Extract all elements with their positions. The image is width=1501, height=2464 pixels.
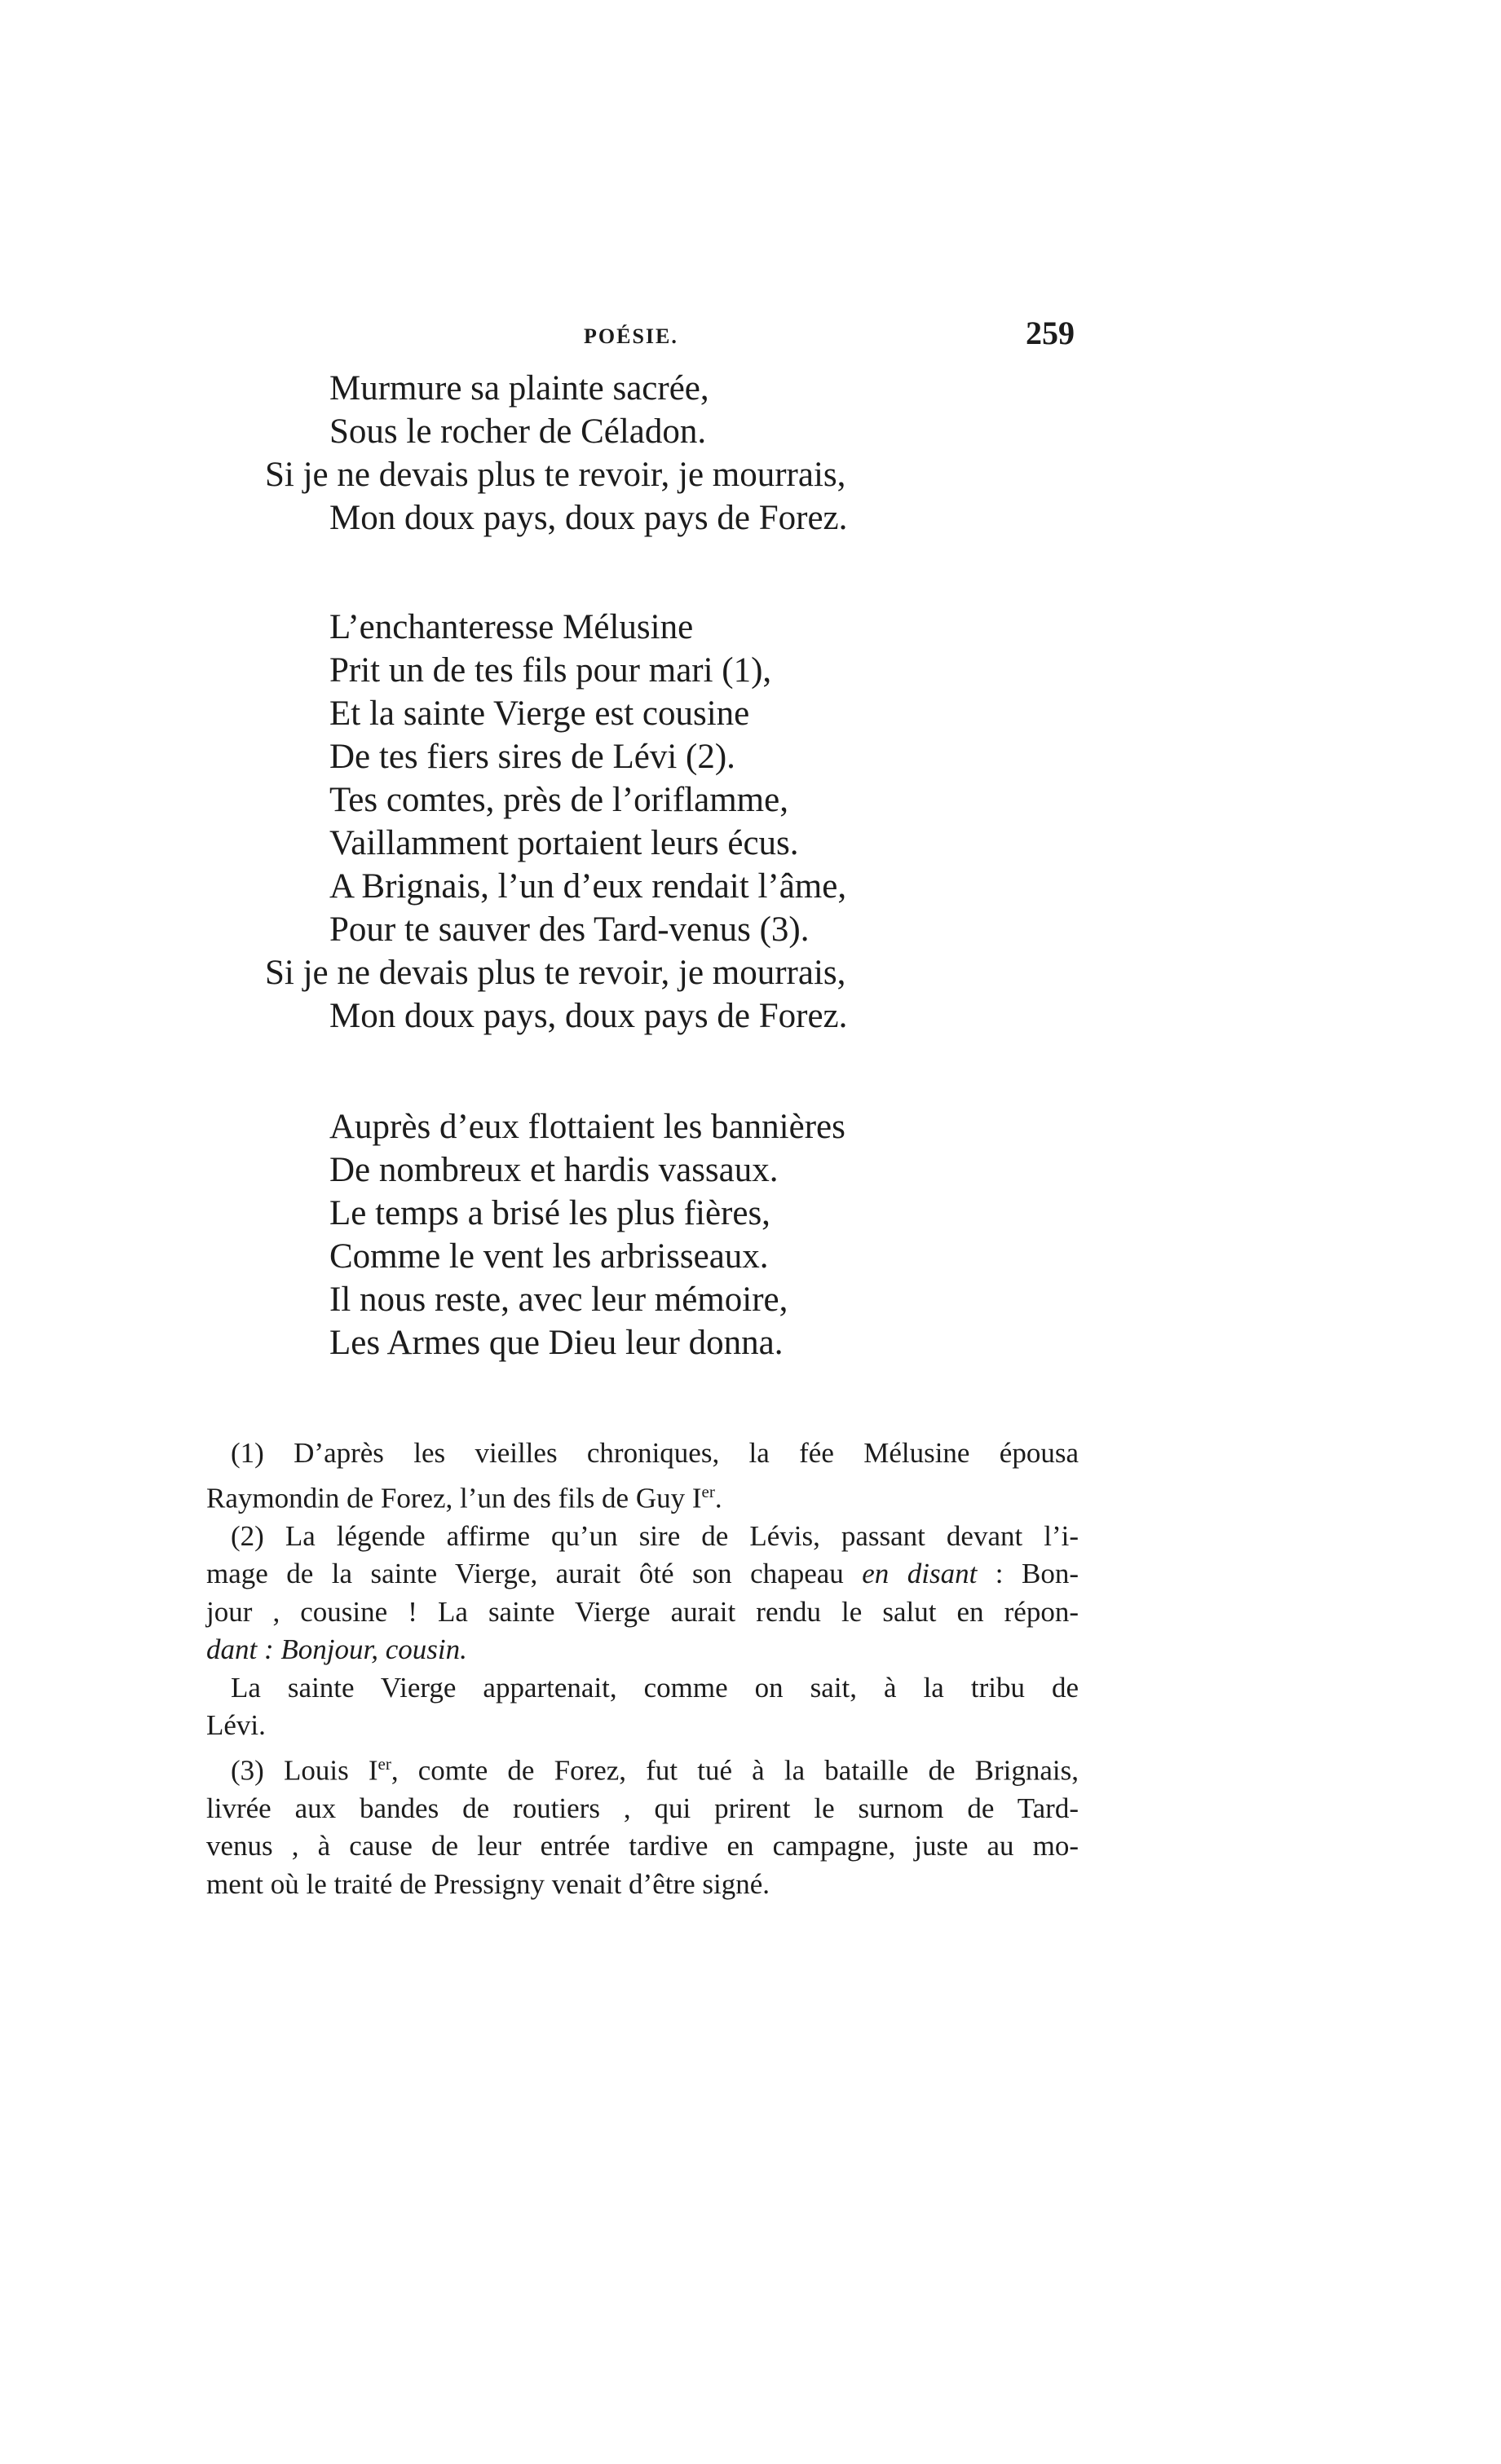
refrain-line: Mon doux pays, doux pays de Forez.: [329, 997, 848, 1035]
page-number: 259: [1026, 315, 1075, 351]
footnote-italic: en disant: [862, 1558, 978, 1590]
verse-line: Murmure sa plainte sacrée,: [329, 369, 709, 408]
footnotes: [206, 1435, 1079, 1903]
verse-line: Et la sainte Vierge est cousine: [329, 694, 750, 733]
footnote-1-line: (1) D’après les vieilles chroniques, la fée Mélusine épousa: [231, 1437, 1079, 1469]
footnote-text: (3) Louis I: [231, 1754, 378, 1787]
verse-line: Prit un de tes fils pour mari (1),: [329, 651, 772, 690]
refrain-line: Si je ne devais plus te revoir, je mourrais,: [265, 456, 846, 494]
footnote-text: Raymondin de Forez, l’un des fils de Guy I: [206, 1482, 702, 1514]
verse-line: De nombreux et hardis vassaux.: [329, 1151, 779, 1189]
verse-line: Il nous reste, avec leur mémoire,: [329, 1280, 788, 1319]
footnote-3-line: [206, 1745, 1079, 1790]
verse-line: Comme le vent les arbrisseaux.: [329, 1237, 769, 1276]
refrain-line: Si je ne devais plus te revoir, je mourrais,: [265, 954, 846, 992]
verse-line: De tes fiers sires de Lévi (2).: [329, 738, 735, 776]
verse-line: Pour te sauver des Tard-venus (3).: [329, 910, 810, 949]
footnote-2-line: Lévi.: [206, 1709, 266, 1742]
footnote-2-line: [206, 1631, 1079, 1669]
verse-line: Tes comtes, près de l’oriflamme,: [329, 781, 788, 819]
verse-line: Auprès d’eux flottaient les bannières: [329, 1108, 845, 1146]
verse-line: L’enchanteresse Mélusine: [329, 608, 694, 646]
footnote-text: : Bon-: [977, 1558, 1079, 1590]
footnote-3-line: livrée aux bandes de routiers , qui prirent le surnom de Tard-: [206, 1792, 1079, 1824]
footnote-1-line: [206, 1473, 1079, 1518]
verse-line: A Brignais, l’un d’eux rendait l’âme,: [329, 867, 847, 906]
footnote-3-line: venus , à cause de leur entrée tardive en campagne, juste au mo-: [206, 1830, 1079, 1862]
footnote-3-line: ment où le traité de Pressigny venait d’être signé.: [206, 1867, 770, 1900]
verse-line: Sous le rocher de Céladon.: [329, 412, 707, 451]
footnote-2-line: (2) La légende affirme qu’un sire de Lévis, passant devant l’i-: [231, 1519, 1079, 1552]
footnote-text: mage de la sainte Vierge, aurait ôté son chapeau: [206, 1558, 863, 1590]
verse-line: Le temps a brisé les plus fières,: [329, 1194, 770, 1232]
footnote-italic: Bonjour, cousin.: [280, 1633, 467, 1666]
superscript: er: [701, 1481, 715, 1501]
superscript: er: [377, 1753, 391, 1774]
footnote-2-line: La sainte Vierge appartenait, comme on sait, à la tribu de: [231, 1671, 1079, 1704]
running-head-title: POÉSIE.: [584, 324, 678, 348]
verse-line: Les Armes que Dieu leur donna.: [329, 1324, 784, 1362]
footnote-text: .: [714, 1482, 722, 1514]
refrain-line: Mon doux pays, doux pays de Forez.: [329, 499, 848, 537]
footnote-text: , comte de Forez, fut tué à la bataille de Brignais,: [391, 1754, 1079, 1787]
footnote-italic: dant :: [206, 1633, 281, 1666]
footnote-2-line: jour , cousine ! La sainte Vierge aurait rendu le salut en répon-: [206, 1595, 1079, 1628]
footnote-2-line: [206, 1555, 1079, 1593]
verse-line: Vaillamment portaient leurs écus.: [329, 824, 799, 862]
